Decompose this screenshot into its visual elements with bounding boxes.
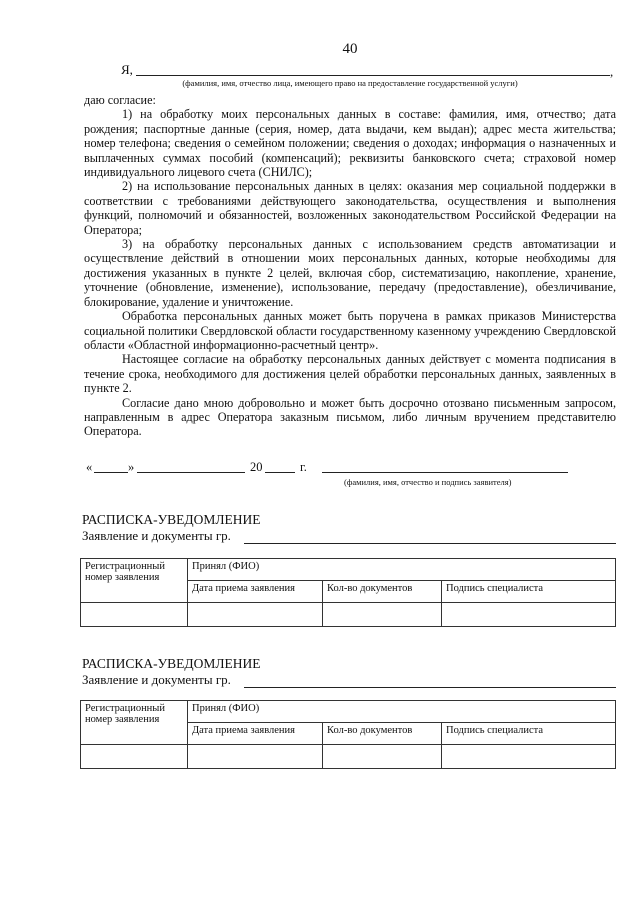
- give-consent: даю согласие:: [84, 93, 156, 107]
- consent-body: [84, 93, 616, 439]
- date-day-line[interactable]: [94, 472, 128, 473]
- receipt-2-cell-sign[interactable]: [442, 745, 616, 769]
- receipt-1-table: [80, 558, 616, 627]
- receipt-1-title: РАСПИСКА-УВЕДОМЛЕНИЕ: [82, 512, 261, 527]
- receipt-2-col-count: Кол-во документов: [323, 723, 442, 745]
- year-suffix: г.: [300, 460, 307, 474]
- receipt-1-col-reg: Регистрационный номер заявления: [81, 559, 188, 603]
- date-year-line[interactable]: [265, 472, 295, 473]
- receipt-2-table: [80, 700, 616, 769]
- consent-item-2: 2) на использование персональных данных в целях: оказания мер социальной поддержки в соответствии с требованиями действующего законодательства, осуществления и выполнения функций, полномочий и обязанностей, возложенных законодательством Российской Федерации на Оператора;: [84, 179, 616, 237]
- receipt-2-name-line[interactable]: [244, 687, 616, 688]
- date-month-line[interactable]: [137, 472, 245, 473]
- year-prefix: 20: [250, 460, 263, 474]
- receipt-2-cell-reg[interactable]: [81, 745, 188, 769]
- receipt-1-col-accepted: Принял (ФИО): [188, 559, 616, 581]
- signature-caption: (фамилия, имя, отчество и подпись заявителя): [344, 477, 512, 487]
- receipt-1-cell-count[interactable]: [323, 603, 442, 627]
- receipt-1-col-date: Дата приема заявления: [188, 581, 323, 603]
- consent-item-1: 1) на обработку моих персональных данных в составе: фамилия, имя, отчество; дата рождения; паспортные данные (серия, номер, дата выдачи, кем выдан); адрес места жительства; номер телефона; сведения о семейном положении; сведения о доходах; информация о назначенных и выплаченных суммах пособий (компенсаций); реквизиты банковского счета; страховой номер индивидуального лицевого счета (СНИЛС);: [84, 107, 616, 180]
- receipt-2-cell-count[interactable]: [323, 745, 442, 769]
- receipt-2-cell-date[interactable]: [188, 745, 323, 769]
- receipt-1-cell-date[interactable]: [188, 603, 323, 627]
- fio-comma: ,: [610, 64, 614, 79]
- page-number: 40: [342, 41, 358, 57]
- fio-caption: (фамилия, имя, отчество лица, имеющего право на предоставление государственной услуги): [182, 78, 518, 88]
- signature-line[interactable]: [322, 472, 568, 473]
- consent-paragraph-revocation: Согласие дано мною добровольно и может быть досрочно отозвано письменным запросом, направленным в адрес Оператора заказным письмом, либо личным вручением представителю Оператора.: [84, 395, 616, 439]
- receipt-2-col-date: Дата приема заявления: [188, 723, 323, 745]
- receipt-1-cell-sign[interactable]: [442, 603, 616, 627]
- date-close-quote: »: [128, 460, 135, 474]
- date-open-quote: «: [86, 460, 93, 474]
- consent-paragraph-operator: Обработка персональных данных может быть поручена в рамках приказов Министерства социальной политики Свердловской области государственному казенному учреждению Свердловской области «Областной информационно-расчетный центр».: [84, 309, 616, 352]
- consent-ya: Я,: [121, 62, 133, 77]
- receipt-2-subtitle: Заявление и документы гр.: [82, 672, 231, 687]
- receipt-2-col-sign: Подпись специалиста: [442, 723, 616, 745]
- receipt-1-subtitle: Заявление и документы гр.: [82, 528, 231, 543]
- receipt-1-cell-reg[interactable]: [81, 603, 188, 627]
- fio-line[interactable]: [136, 75, 610, 76]
- receipt-2-col-accepted: Принял (ФИО): [188, 701, 616, 723]
- receipt-2-col-reg: Регистрационный номер заявления: [81, 701, 188, 745]
- receipt-1-name-line[interactable]: [244, 543, 616, 544]
- receipt-1-col-sign: Подпись специалиста: [442, 581, 616, 603]
- receipt-2-title: РАСПИСКА-УВЕДОМЛЕНИЕ: [82, 656, 261, 671]
- receipt-1-col-count: Кол-во документов: [323, 581, 442, 603]
- consent-item-3: 3) на обработку персональных данных с использованием средств автоматизации и осуществление действий в отношении моих персональных данных, которые необходимы для достижения указанных в пункте 2 целей, включая сбор, систематизацию, накопление, хранение, уточнение (обновление, изменение), использование, передачу (предоставление), обезличивание, блокирование, удаление и уничтожение.: [84, 237, 616, 309]
- consent-paragraph-validity: Настоящее согласие на обработку персональных данных действует с момента подписания в течение срока, необходимого для достижения целей обработки персональных данных, заявленных в пункте 2.: [84, 352, 616, 396]
